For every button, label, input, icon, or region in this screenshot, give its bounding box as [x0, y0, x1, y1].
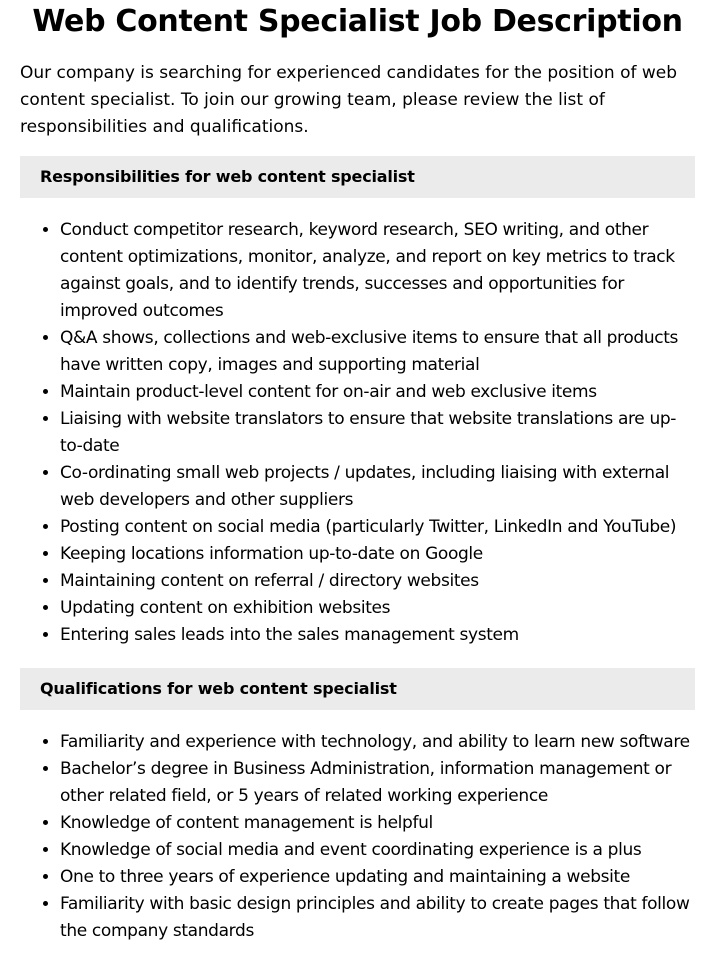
- qualification-item: • Familiarity with basic design principles and ability to create pages that follow the company standards: [60, 891, 695, 945]
- qualification-item: • One to three years of experience updating and maintaining a website: [60, 864, 695, 891]
- qualification-item: • Knowledge of content management is helpful: [60, 810, 695, 837]
- page-title: Web Content Specialist Job Description: [32, 4, 683, 39]
- responsibility-item: • Co-ordinating small web projects / updates, including liaising with external web developers and other suppliers: [60, 460, 695, 514]
- responsibility-item: • Posting content on social media (particularly Twitter, LinkedIn and YouTube): [60, 514, 695, 541]
- responsibility-item: • Updating content on exhibition websites: [60, 595, 695, 622]
- intro-paragraph: Our company is searching for experienced candidates for the position of web content specialist. To join our growing team, please review the list of responsibilities and qualifications.: [20, 63, 678, 137]
- qualification-item: • Knowledge of social media and event coordinating experience is a plus: [60, 837, 695, 864]
- qualification-item: • Bachelor’s degree in Business Administration, information management or other related field, or 5 years of related working experience: [60, 756, 695, 810]
- responsibility-item: • Conduct competitor research, keyword research, SEO writing, and other content optimizations, monitor, analyze, and report on key metrics to track against goals, and to identify trends, successes and opportunities for improved outcomes: [60, 217, 695, 325]
- responsibility-item: • Q&A shows, collections and web-exclusive items to ensure that all products have written copy, images and supporting material: [60, 325, 695, 379]
- responsibility-item: • Maintaining content on referral / directory websites: [60, 568, 695, 595]
- responsibility-item: • Maintain product-level content for on-air and web exclusive items: [60, 379, 695, 406]
- qualification-item: • Familiarity and experience with technology, and ability to learn new software: [60, 729, 695, 756]
- qualifications-heading: Qualifications for web content specialist: [20, 668, 695, 710]
- qualifications-list: [20, 729, 695, 945]
- responsibility-item: • Keeping locations information up-to-date on Google: [60, 541, 695, 568]
- responsibility-item: • Liaising with website translators to ensure that website translations are up-to-date: [60, 406, 695, 460]
- responsibilities-heading: Responsibilities for web content specialist: [20, 156, 695, 198]
- responsibilities-list: [20, 217, 695, 649]
- responsibility-item: • Entering sales leads into the sales management system: [60, 622, 695, 649]
